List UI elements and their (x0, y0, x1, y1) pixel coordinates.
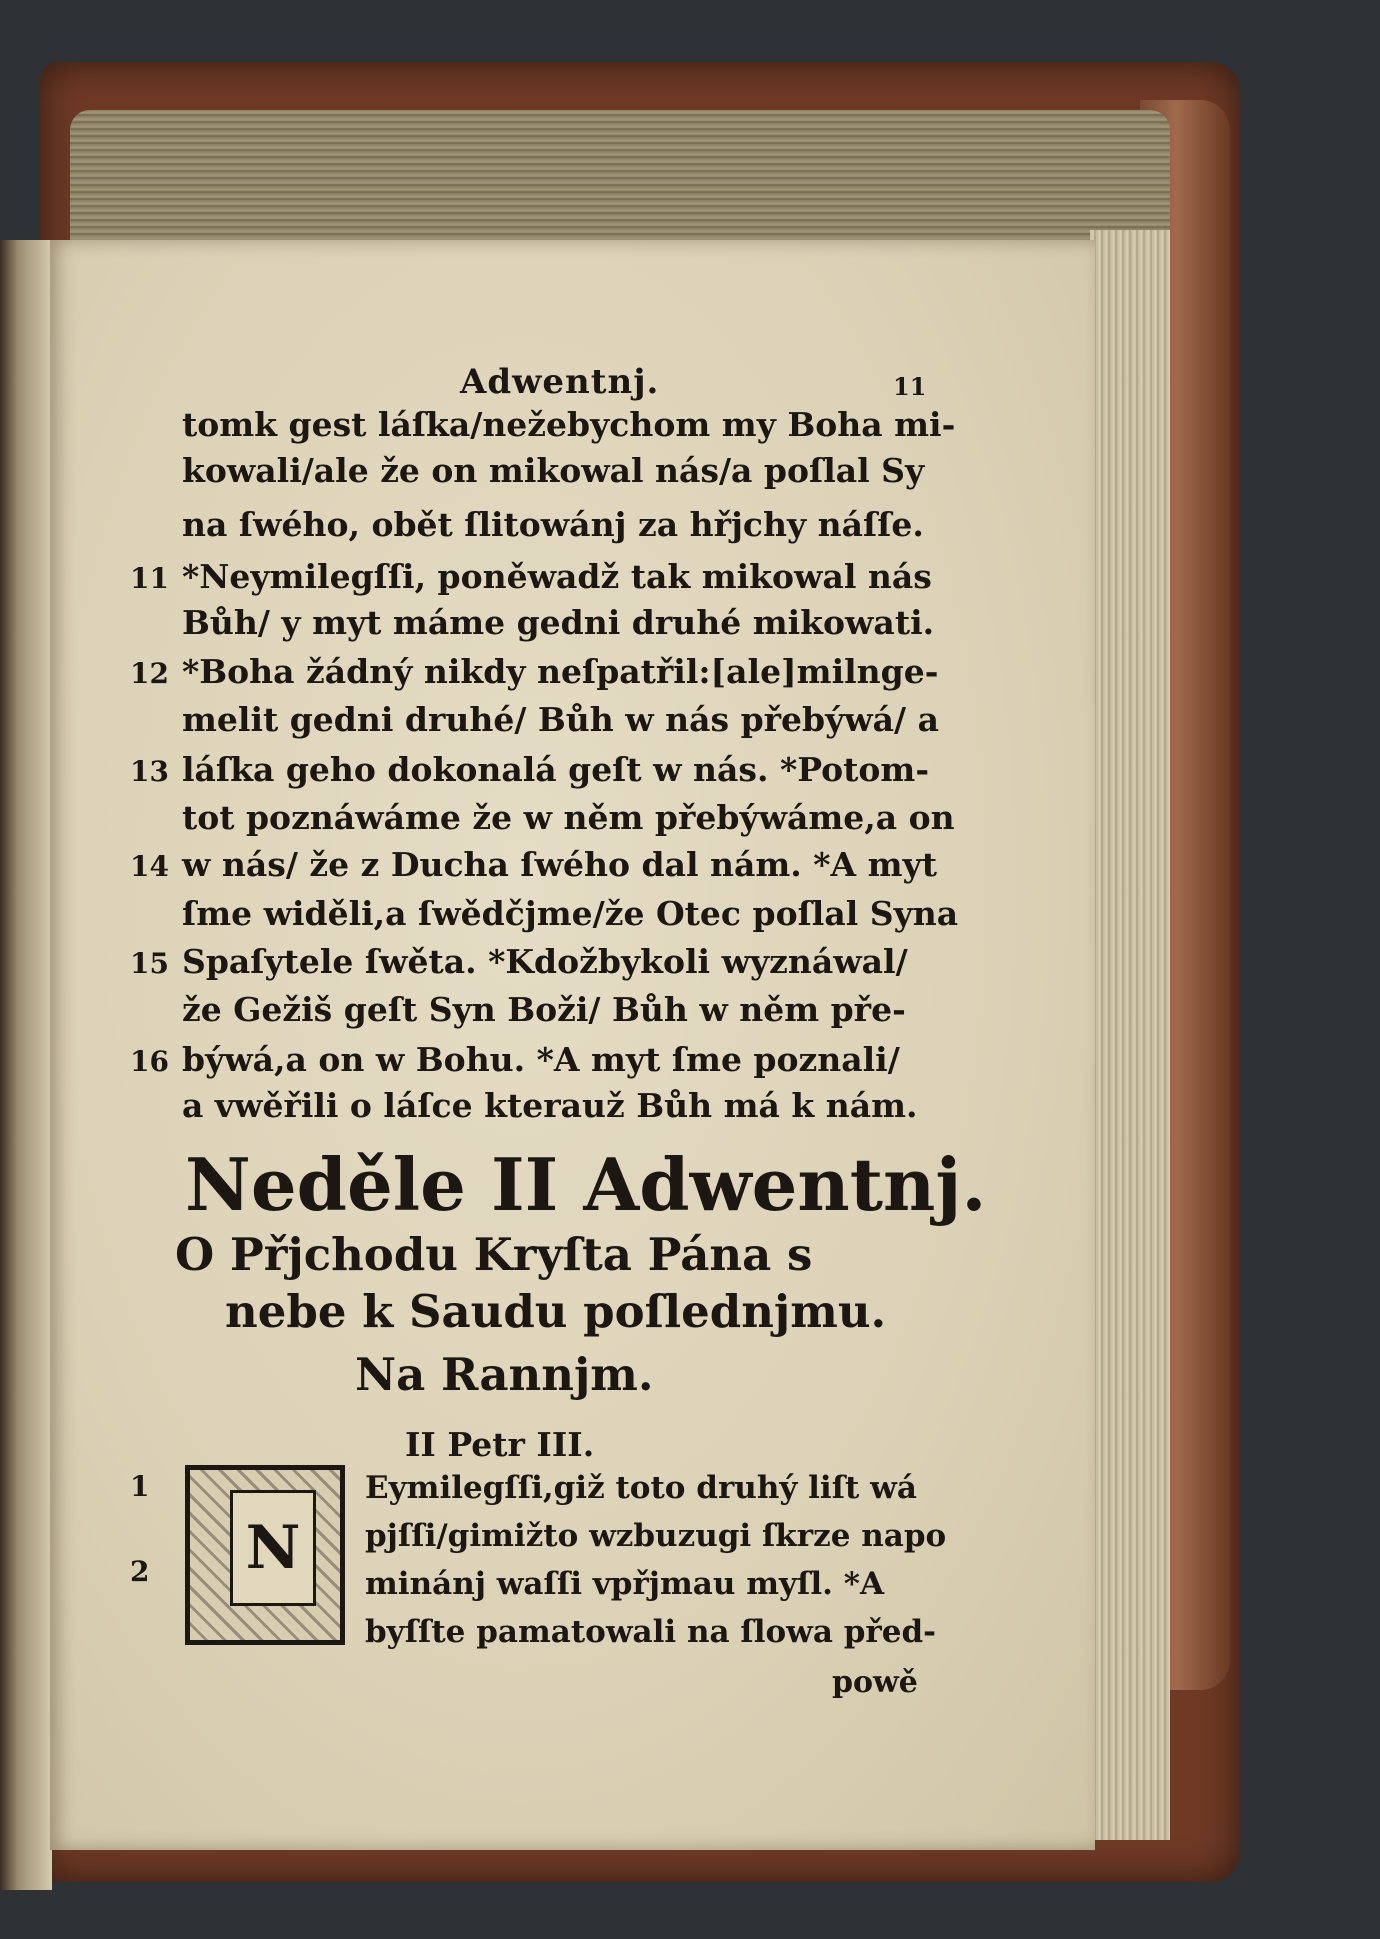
body-line: Spaſytele ſwěta. *Kdožbykoli wyznáwal/ (182, 942, 908, 981)
verse-number: 16 (130, 1045, 169, 1078)
verse-number: 1 (130, 1470, 150, 1503)
facing-page-edge (0, 240, 52, 1890)
body-line: láſka geho dokonalá geſt w nás. *Potom- (182, 750, 930, 789)
drop-initial-letter: N (230, 1490, 316, 1606)
page-edges-top (70, 110, 1170, 240)
section-title: Neděle II Adwentnj. (185, 1142, 987, 1227)
running-title: Adwentnj. (460, 362, 660, 402)
page-number: 11 (893, 372, 927, 401)
body-line: w nás/ že z Ducha ſwého dal nám. *A myt (182, 845, 937, 884)
body-line: *Boha žádný nikdy neſpatřil:[ale]milnge- (182, 652, 939, 691)
body-line: tomk gest láſka/nežebychom my Boha mi- (182, 405, 956, 444)
body-line: pjſſi/gimižto wzbuzugi ſkrze napo (365, 1518, 947, 1554)
verse-number: 11 (130, 562, 169, 595)
decorated-initial (185, 1465, 345, 1645)
body-line: *Neymilegſſi, poněwadž tak mikowal nás (182, 557, 932, 596)
verse-number: 2 (130, 1555, 150, 1588)
catchword: powě (832, 1665, 918, 1700)
subtitle-line: Na Rannjm. (355, 1348, 654, 1401)
body-line: ſme widěli,a ſwědčjme/že Otec poſlal Syna (182, 894, 959, 933)
verse-number: 13 (130, 755, 169, 788)
scripture-reference: II Petr III. (405, 1425, 595, 1464)
verse-number: 12 (130, 657, 169, 690)
body-line: Eymilegſſi,giž toto druhý liſt wá (365, 1470, 917, 1506)
verse-number: 15 (130, 947, 169, 980)
body-line: melit gedni druhé/ Bůh w nás přebýwá/ a (182, 700, 939, 739)
body-line: minánj waſſi vpřjmau myſl. *A (365, 1566, 884, 1602)
body-line: byſſte pamatowali na ſlowa před- (365, 1614, 937, 1650)
body-line: že Gežiš geſt Syn Boži/ Bůh w něm pře- (182, 990, 906, 1029)
body-line: kowali/ale že on mikowal nás/a poſlal Sy (182, 451, 925, 490)
subtitle-line: nebe k Saudu poſlednjmu. (225, 1285, 887, 1338)
body-line: Bůh/ y myt máme gedni druhé mikowati. (182, 603, 935, 642)
verse-number: 14 (130, 850, 169, 883)
body-line: na ſwého, obět ſlitowánj za hřjchy náſſe. (182, 505, 924, 544)
body-line: tot poznáwáme že w něm přebýwáme,a on (182, 798, 955, 837)
body-line: býwá,a on w Bohu. *A myt ſme poznali/ (182, 1040, 900, 1079)
subtitle-line: O Přjchodu Kryſta Pána s (175, 1228, 813, 1281)
page-edges-right (1090, 230, 1170, 1840)
body-line: a vwěřili o láſce kterauž Bůh má k nám. (182, 1086, 918, 1125)
